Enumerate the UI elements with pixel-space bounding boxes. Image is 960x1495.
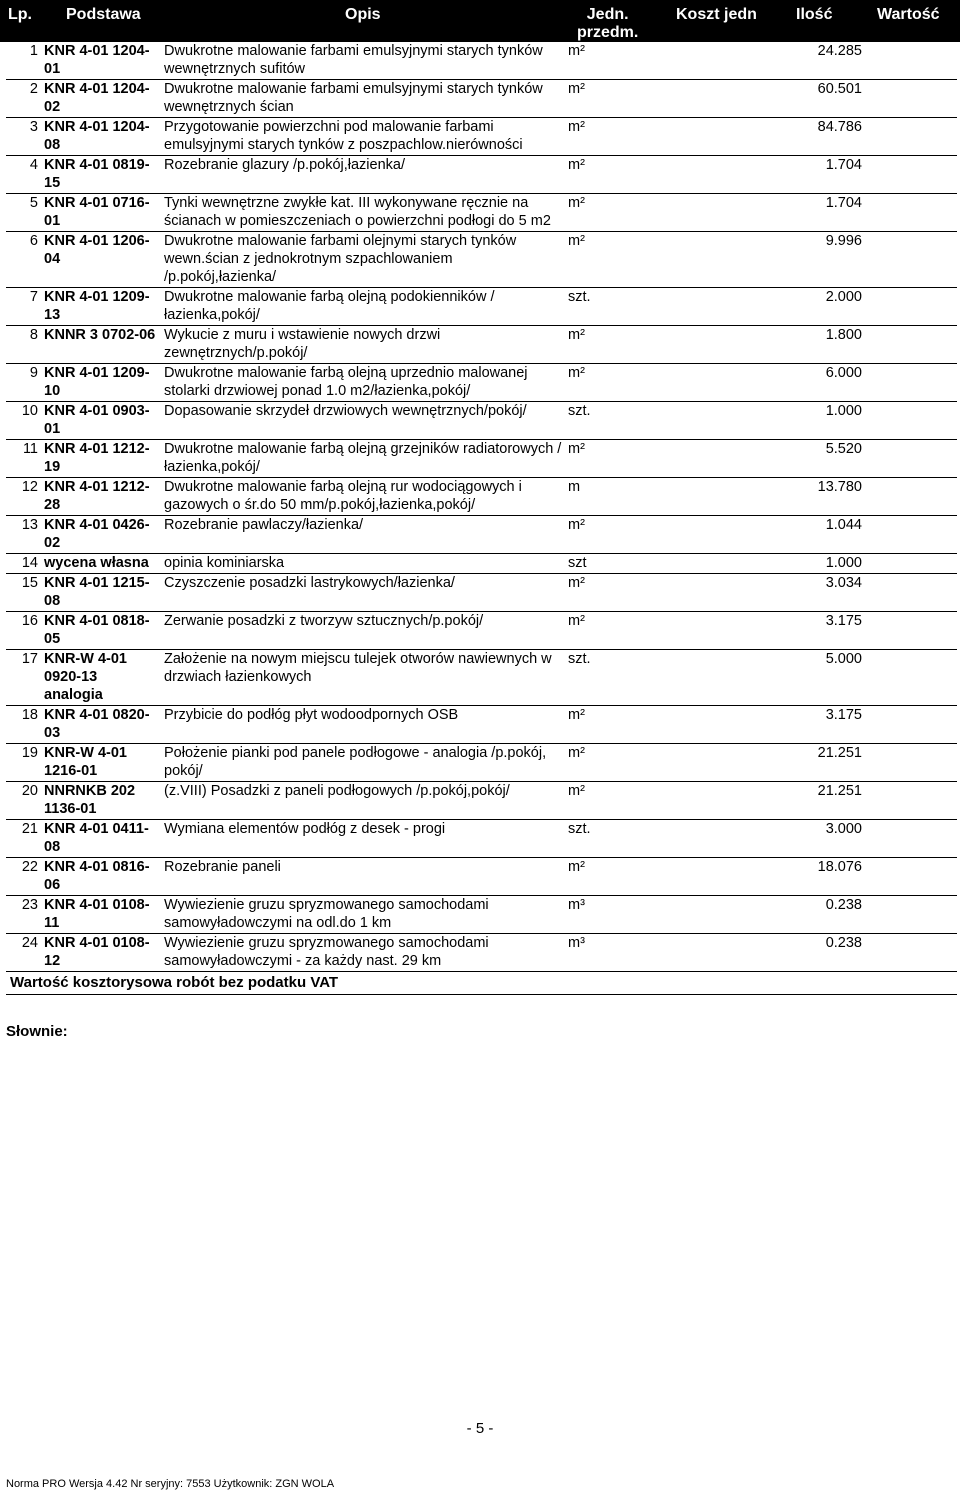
table-header [0,0,960,42]
row-quantity: 0.238 [674,934,866,972]
row-unit: szt. [564,650,674,706]
row-quantity: 21.251 [674,782,866,820]
row-unit: m² [564,232,674,288]
row-value [866,706,957,744]
row-quantity: 5.520 [674,440,866,478]
row-value [866,744,957,782]
row-code: KNR 4-01 0108-11 [42,896,162,934]
row-code: KNR 4-01 1206-04 [42,232,162,288]
row-lp: 24 [6,934,42,972]
row-unit: m³ [564,896,674,934]
page-number: - 5 - [466,1420,494,1437]
row-unit: m² [564,516,674,554]
row-description: opinia kominiarska [162,554,564,574]
row-value [866,80,957,118]
row-lp: 23 [6,896,42,934]
row-code: KNR 4-01 0820-03 [42,706,162,744]
row-code: KNR 4-01 1209-13 [42,288,162,326]
row-description: Wywiezienie gruzu spryzmowanego samochodami samowyładowczymi na odl.do 1 km [162,896,564,934]
row-code: KNR 4-01 0818-05 [42,612,162,650]
row-value [866,42,957,80]
row-description: Dwukrotne malowanie farbą olejną grzejników radiatorowych /łazienka,pokój/ [162,440,564,478]
row-description: Dwukrotne malowanie farbami emulsyjnymi starych tynków wewnętrznych ścian [162,80,564,118]
row-code: KNR 4-01 0108-12 [42,934,162,972]
table-row [6,706,957,744]
col-ilosc: Ilość [796,6,833,23]
row-code: KNNR 3 0702-06 [42,326,162,364]
row-quantity: 0.238 [674,896,866,934]
row-code: KNR 4-01 1204-08 [42,118,162,156]
row-code: NNRNKB 202 1136-01 [42,782,162,820]
row-code: wycena własna [42,554,162,574]
row-unit: m² [564,858,674,896]
table-row [6,364,957,402]
row-code: KNR-W 4-01 0920-13 analogia [42,650,162,706]
col-jedn-line1: Jedn. [586,6,629,23]
row-code: KNR 4-01 0819-15 [42,156,162,194]
row-description: Dwukrotne malowanie farbą olejną rur wodociągowych i gazowych o śr.do 50 mm/p.pokój,łazienka,pokój/ [162,478,564,516]
row-description: Przygotowanie powierzchni pod malowanie farbami emulsyjnymi starych tynków z poszpachlow.nierówności [162,118,564,156]
slownie-label: Słownie: [6,1023,68,1040]
footer-info: Norma PRO Wersja 4.42 Nr seryjny: 7553 Użytkownik: ZGN WOLA [6,1478,335,1490]
table-row [6,820,957,858]
row-lp: 3 [6,118,42,156]
summary-label: Wartość kosztorysowa robót bez podatku VAT [6,972,957,995]
row-quantity: 6.000 [674,364,866,402]
row-code: KNR 4-01 1204-02 [42,80,162,118]
row-unit: m² [564,440,674,478]
row-lp: 6 [6,232,42,288]
row-unit: m³ [564,934,674,972]
table-row [6,934,957,972]
row-value [866,896,957,934]
row-lp: 13 [6,516,42,554]
col-jedn-line2: przedm. [577,24,639,41]
row-lp: 16 [6,612,42,650]
table-row [6,478,957,516]
table-row [6,80,957,118]
row-lp: 21 [6,820,42,858]
cost-table-body [6,42,957,995]
table-row [6,326,957,364]
row-unit: m² [564,782,674,820]
table-row [6,194,957,232]
row-value [866,858,957,896]
row-quantity: 3.175 [674,612,866,650]
row-lp: 11 [6,440,42,478]
col-podstawa: Podstawa [66,6,141,23]
row-code: KNR 4-01 1212-28 [42,478,162,516]
row-description: Założenie na nowym miejscu tulejek otworów nawiewnych w drzwiach łazienkowych [162,650,564,706]
row-unit: m² [564,364,674,402]
row-description: Dwukrotne malowanie farbami olejnymi starych tynków wewn.ścian z jednokrotnym szpachlowaniem /p.pokój,łazienka/ [162,232,564,288]
row-code: KNR 4-01 1209-10 [42,364,162,402]
table-row [6,516,957,554]
table-row [6,612,957,650]
row-code: KNR 4-01 0816-06 [42,858,162,896]
row-lp: 19 [6,744,42,782]
row-quantity: 3.034 [674,574,866,612]
row-quantity: 5.000 [674,650,866,706]
row-quantity: 3.175 [674,706,866,744]
row-unit: m² [564,744,674,782]
table-row [6,156,957,194]
col-lp: Lp. [8,6,32,23]
row-value [866,554,957,574]
row-lp: 14 [6,554,42,574]
row-quantity: 1.044 [674,516,866,554]
table-row [6,650,957,706]
row-unit: m² [564,118,674,156]
row-quantity: 21.251 [674,744,866,782]
table-row [6,118,957,156]
row-description: Zerwanie posadzki z tworzyw sztucznych/p.pokój/ [162,612,564,650]
row-lp: 8 [6,326,42,364]
row-quantity: 13.780 [674,478,866,516]
row-lp: 7 [6,288,42,326]
table-row [6,858,957,896]
row-value [866,156,957,194]
row-description: Tynki wewnętrzne zwykłe kat. III wykonywane ręcznie na ścianach w pomieszczeniach o powierzchni podłogi do 5 m2 [162,194,564,232]
row-description: Położenie pianki pod panele podłogowe - analogia /p.pokój, pokój/ [162,744,564,782]
row-description: Rozebranie glazury /p.pokój,łazienka/ [162,156,564,194]
row-code: KNR 4-01 1204-01 [44,43,150,77]
row-unit: m² [564,326,674,364]
row-lp: 9 [6,364,42,402]
row-lp: 18 [6,706,42,744]
row-unit: m [564,478,674,516]
row-lp: 2 [6,80,42,118]
row-code: KNR 4-01 1215-08 [42,574,162,612]
table-row [6,402,957,440]
row-code: KNR 4-01 0716-01 [42,194,162,232]
row-value [866,364,957,402]
table-row [6,42,957,80]
row-unit: m² [564,156,674,194]
row-quantity: 24.285 [817,43,862,59]
row-lp: 1 [29,43,38,59]
row-quantity: 60.501 [674,80,866,118]
row-value [866,820,957,858]
row-unit: szt. [564,402,674,440]
row-code: KNR 4-01 0426-02 [42,516,162,554]
row-value [866,194,957,232]
row-description: Rozebranie paneli [162,858,564,896]
col-wartosc: Wartość [877,6,940,23]
row-value [866,782,957,820]
col-koszt: Koszt jedn [676,6,757,23]
row-quantity: 1.704 [674,156,866,194]
row-value [866,574,957,612]
table-row [6,574,957,612]
row-code: KNR 4-01 0411-08 [42,820,162,858]
row-value [866,934,957,972]
row-lp: 20 [6,782,42,820]
row-unit: m² [564,194,674,232]
row-value [866,440,957,478]
row-value [866,516,957,554]
table-row [6,232,957,288]
table-row [6,896,957,934]
row-unit: m² [564,706,674,744]
row-quantity: 1.000 [674,554,866,574]
row-description: Dwukrotne malowanie farbą olejną uprzednio malowanej stolarki drzwiowej ponad 1.0 m2/łazienka,pokój/ [162,364,564,402]
row-quantity: 1.000 [674,402,866,440]
row-value [866,612,957,650]
row-value [866,478,957,516]
row-unit: szt. [564,288,674,326]
row-unit: m² [564,574,674,612]
row-lp: 10 [6,402,42,440]
row-description: Czyszczenie posadzki lastrykowych/łazienka/ [162,574,564,612]
col-jedn [577,6,638,42]
row-unit: szt. [564,820,674,858]
row-code: KNR-W 4-01 1216-01 [42,744,162,782]
row-quantity: 9.996 [674,232,866,288]
row-quantity: 2.000 [674,288,866,326]
row-description: Rozebranie pawlaczy/łazienka/ [162,516,564,554]
table-row [6,554,957,574]
table-row [6,744,957,782]
cost-table [6,42,957,995]
row-value [866,650,957,706]
row-code: KNR 4-01 0903-01 [42,402,162,440]
row-lp: 12 [6,478,42,516]
row-description: Wykucie z muru i wstawienie nowych drzwi zewnętrznych/p.pokój/ [162,326,564,364]
row-unit: szt [564,554,674,574]
row-description: Wymiana elementów podłóg z desek - progi [162,820,564,858]
row-description: Dwukrotne malowanie farbami emulsyjnymi starych tynków wewnętrznych sufitów [164,43,543,77]
col-opis: Opis [345,6,381,23]
row-lp: 15 [6,574,42,612]
row-quantity: 84.786 [674,118,866,156]
table-row [6,288,957,326]
table-row [6,440,957,478]
row-description: Dopasowanie skrzydeł drzwiowych wewnętrznych/pokój/ [162,402,564,440]
row-lp: 4 [6,156,42,194]
summary-row [6,972,957,995]
row-lp: 17 [6,650,42,706]
row-quantity: 18.076 [674,858,866,896]
row-value [866,402,957,440]
row-value [866,326,957,364]
row-description: Wywiezienie gruzu spryzmowanego samochodami samowyładowczymi - za każdy nast. 29 km [162,934,564,972]
row-quantity: 1.704 [674,194,866,232]
row-unit: m² [564,80,674,118]
row-lp: 22 [6,858,42,896]
row-description: Dwukrotne malowanie farbą olejną podokienników /łazienka,pokój/ [162,288,564,326]
row-quantity: 1.800 [674,326,866,364]
table-row [6,782,957,820]
row-unit: m² [564,612,674,650]
row-code: KNR 4-01 1212-19 [42,440,162,478]
row-quantity: 3.000 [674,820,866,858]
row-value [866,232,957,288]
row-unit: m² [568,43,585,59]
row-value [866,118,957,156]
row-description: Przybicie do podłóg płyt wodoodpornych OSB [162,706,564,744]
row-description: (z.VIII) Posadzki z paneli podłogowych /p.pokój,pokój/ [162,782,564,820]
row-value [866,288,957,326]
row-lp: 5 [6,194,42,232]
